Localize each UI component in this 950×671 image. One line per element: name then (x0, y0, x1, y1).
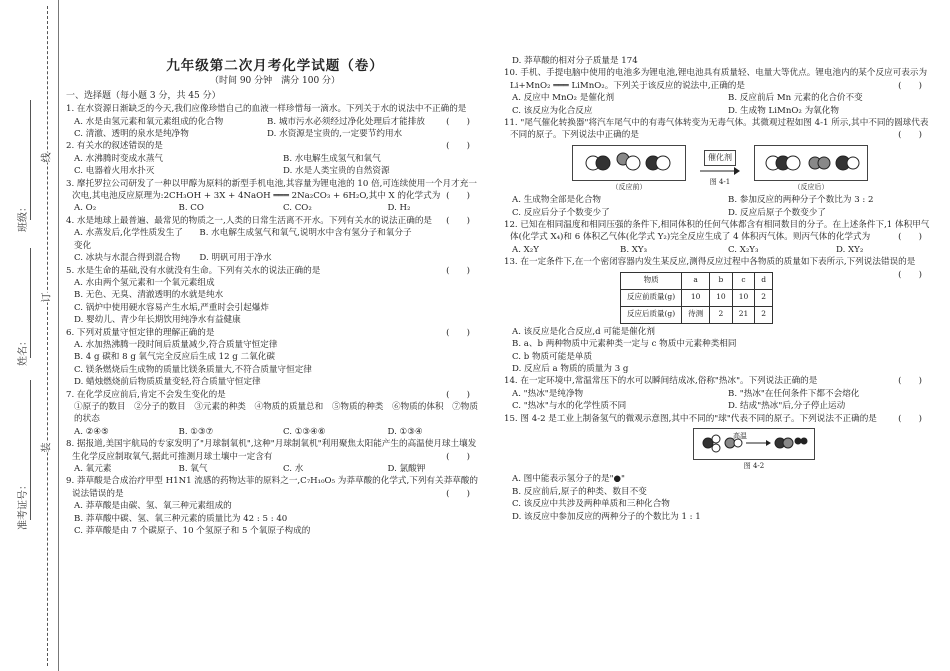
option-d[interactable]: D. 蜡烛燃烧前后物质质量变轻,符合质量守恒定律 (74, 377, 261, 388)
option-c[interactable]: C. 清澈、透明的泉水是纯净物 (74, 129, 189, 140)
option-c[interactable]: C. 水 (283, 464, 304, 474)
option-b[interactable]: B. 水电解生成氢气和氧气,说明水中含有氢分子和氧分子 (199, 228, 412, 239)
option-d[interactable]: D. XY₂ (836, 244, 864, 255)
table-row (621, 306, 773, 323)
molecule-diagram-after (761, 149, 861, 177)
arrow-icon (700, 166, 740, 176)
before-reaction-box (572, 145, 686, 181)
option-d[interactable]: D. 该反应中参加反应的两种分子的个数比为 1 : 1 (512, 511, 701, 522)
option-a[interactable]: A. 水由两个氢元素和一个氧元素组成 (74, 277, 215, 288)
after-reaction-box (754, 145, 868, 181)
option-a[interactable]: A. O₂ (74, 203, 97, 214)
option-d[interactable]: D. 莽草酸的相对分子质量是 174 (512, 56, 638, 66)
table-cell: 反应后质量(g) (621, 306, 682, 323)
option-b[interactable]: B. 氧气 (178, 464, 208, 474)
figure-caption-4-1: 图 4-1 (709, 178, 731, 187)
table-header-row (621, 272, 773, 289)
name-blank[interactable] (30, 248, 31, 358)
question-10: 10. 手机、手提电脑中使用的电池多为锂电池,锂电池具有质量轻、电量大等优点。锂电池内的某个反应可表示为 Li+MnO₂ ═══ LiMnO₂。下列关于该反应的说法中,正确的是 ( ) A. 反应中 MnO₂ 是催化剂 B. 反应前后 Mn 元素的化合价不变 C. 该反应为化合反应 D. 生成物 LiMnO₂ 为氧化物 (504, 67, 936, 117)
option-a[interactable]: A. 图中能表示氢分子的是"●" (512, 474, 626, 485)
option-a[interactable]: A. 生成物全部是化合物 (512, 195, 602, 206)
table-cell: 10 (710, 289, 733, 306)
question-14: 14. 在一定环境中,常温常压下的水可以瞬间结成冰,俗称"热冰"。下列说法正确的是 ( ) A. "热冰"是纯净物 B. "热冰"在任何条件下都不会熔化 C. "热冰"与水的化学性质不同 D. 结成"热冰"后,分子停止运动 (504, 375, 936, 412)
option-d[interactable]: D. 婴幼儿、青少年长期饮用纯净水有益健康 (74, 315, 241, 326)
table-cell: d (755, 272, 773, 289)
section-heading: 一、选择题（每小题 3 分，共 45 分） (66, 90, 221, 101)
answer-paren[interactable]: ( ) (446, 327, 470, 338)
option-b[interactable]: B. 城市污水必须经过净化处理后才能排放 (267, 116, 425, 127)
option-b[interactable]: B. CO (178, 203, 204, 214)
exam-title: 九年级第二次月考化学试题（卷） (166, 58, 384, 74)
option-b[interactable]: B. 反应前后 Mn 元素的化合价不变 (728, 93, 863, 104)
answer-paren[interactable]: ( ) (446, 116, 470, 127)
option-b[interactable]: B. XY₃ (620, 244, 648, 255)
question-6: 6. 下列对质量守恒定律的理解正确的是 ( ) A. 水加热沸腾一段时间后质量减少,符合质量守恒定律 B. 4 g 碳和 8 g 氧气完全反应后生成 12 g 二氧化碳 C. 镁条燃烧后生成物的质量比镁条质量大,不符合质量守恒定律 D. 蜡烛燃烧前后物质质量变轻,符合质量守恒定律 (66, 327, 484, 389)
option-d[interactable]: D. H₂ (387, 203, 411, 214)
option-c[interactable]: C. ①③④⑥ (283, 426, 326, 437)
option-b[interactable]: B. "热冰"在任何条件下都不会熔化 (728, 388, 860, 399)
reaction-box (693, 428, 815, 460)
question-7: 7. 在化学反应前后,肯定不会发生变化的是 ( ) ①原子的数目 ②分子的数目 ③元素的种类 ④物质的质量总和 ⑤物质的种类 ⑥物质的体积 ⑦物质的状态 A. ②④⑤ B. ①③⑦ C. ①③④⑥ D. ①③④ (66, 389, 484, 439)
option-c[interactable]: C. 电器着火用水扑灭 (74, 166, 155, 177)
option-d[interactable]: D. 反应后原子个数变少了 (728, 207, 826, 218)
left-column (66, 60, 484, 537)
answer-paren[interactable]: ( ) (446, 191, 470, 202)
answer-paren[interactable]: ( ) (898, 130, 922, 141)
option-d[interactable]: D. 水是人类宝贵的自然资源 (283, 166, 390, 177)
option-b[interactable]: B. 水电解生成氢气和氧气 (283, 153, 381, 164)
answer-paren[interactable]: ( ) (898, 413, 922, 424)
question-3: 3. 摩托罗拉公司研发了一种以甲醇为原料的新型手机电池,其容量为锂电池的 10 倍,可连续使用一个月才充一次电,其电池反应原理为:2CH₃OH + 3X + 4NaOH ═══ 2Na₂CO₃ + 6H₂O,其中 X 的化学式为 ( ) A. O₂ B. CO C. CO₂ D. H₂ (66, 178, 484, 215)
molecule-diagram-before (579, 149, 679, 177)
figure-4-1 (504, 145, 936, 193)
option-c[interactable]: C. 该反应中共涉及两种单质和三种化合物 (512, 499, 670, 510)
answer-paren[interactable]: ( ) (446, 451, 470, 462)
answer-paren[interactable]: ( ) (446, 215, 470, 226)
name-label: 姓名： (18, 336, 29, 366)
question-11: 11. "尾气催化转换器"将汽车尾气中的有毒气体转变为无毒气体。其微观过程如图 4-1 所示,其中不同的圆球代表不同的原子。下列说法中正确的是 ( ) （反应前） 催化剂 图 4-1 （反应后） A. 生成物全部是化合物 B. 参加反应的两种分子个数比为 3 : 2 C. 反应后分子个数变少了 D. 反应后原子个数变少了 (504, 117, 936, 219)
table-cell: a (682, 272, 710, 289)
option-c[interactable]: C. 镁条燃烧后生成物的质量比镁条质量大,不符合质量守恒定律 (74, 364, 312, 375)
figure-caption-4-2: 图 4-2 (743, 461, 765, 470)
molecule-diagram-reaction (698, 431, 810, 457)
option-c[interactable]: C. 冰块与水混合得到混合物 (74, 253, 181, 264)
option-b[interactable]: B. a、b 两种物质中元素种类一定与 c 物质中元素种类相同 (512, 339, 737, 350)
option-a[interactable]: A. 莽草酸是由碳、氢、氧三种元素组成的 (74, 501, 232, 512)
option-c[interactable]: C. X₂Y₃ (728, 244, 759, 255)
option-d[interactable]: D. 水资源是宝贵的,一定要节约用水 (267, 129, 403, 140)
answer-paren[interactable]: ( ) (446, 389, 470, 400)
cut-word-bind: 装 (38, 443, 53, 453)
table-cell: 10 (732, 289, 755, 306)
option-c[interactable]: C. 反应后分子个数变少了 (512, 207, 610, 218)
option-c[interactable]: C. 锅炉中使用硬水容易产生水垢,严重时会引起爆炸 (74, 302, 269, 313)
before-label: （反应前） (611, 182, 647, 191)
question-5: 5. 水是生命的基础,没有水就没有生命。下列有关水的说法正确的是 ( ) A. 水由两个氢元素和一个氧元素组成 B. 无色、无臭、清澈透明的水就是纯水 C. 锅炉中使用硬水容易产生水垢,严重时会引起爆炸 D. 婴幼儿、青少年长期饮用纯净水有益健康 (66, 265, 484, 327)
option-c[interactable]: C. CO₂ (283, 203, 312, 214)
table-row (621, 289, 773, 306)
table-cell: c (732, 272, 755, 289)
option-d[interactable]: D. ①③④ (387, 426, 423, 437)
option-d[interactable]: D. 明矾可用于净水 (199, 253, 272, 264)
option-d[interactable]: D. 生成物 LiMnO₂ 为氧化物 (728, 105, 839, 116)
table-cell: 反应前质量(g) (621, 289, 682, 306)
answer-paren[interactable]: ( ) (898, 232, 922, 243)
option-b[interactable]: B. ①③⑦ (178, 426, 214, 437)
table-cell: 物质 (621, 272, 682, 289)
option-a[interactable]: A. 反应中 MnO₂ 是催化剂 (512, 93, 615, 104)
cut-word-staple: 订 (38, 293, 53, 303)
option-a[interactable]: A. 氧元素 (74, 464, 112, 474)
class-blank[interactable] (30, 100, 31, 220)
cut-line (47, 6, 48, 666)
question-12: 12. 已知在相同温度和相同压强的条件下,相同体积的任何气体都含有相同数目的分子。在上述条件下,1 体积甲气体(化学式 X₄)和 6 体积乙气体(化学式 Y₂)完全反应生成了 4 体积丙气体。则丙气体的化学式为 ( ) A. X₂Y B. XY₃ C. X₂Y₃ D. XY₂ (504, 219, 936, 256)
table-cell: 2 (755, 306, 773, 323)
statement-list: ①原子的数目 ②分子的数目 ③元素的种类 ④物质的质量总和 ⑤物质的种类 ⑥物质的体积 ⑦物质的状态 (74, 401, 478, 425)
mass-table (620, 272, 773, 324)
answer-paren[interactable]: ( ) (446, 265, 470, 276)
question-8: 8. 据报道,美国宇航局的专家发明了"月球制氧机",这种"月球制氧机"利用聚焦太阳能产生的高温使月球土壤发生化学反应制取氧气,据此可推测月球土壤中一定含有 ( ) A. 氧元素 B. 氧气 C. 水 D. 氯酸钾 (66, 438, 484, 475)
option-c[interactable]: C. b 物质可能是单质 (512, 351, 593, 362)
option-d[interactable]: D. 结成"热冰"后,分子停止运动 (728, 401, 846, 412)
option-a[interactable]: A. 水是由氢元素和氧元素组成的化合物 (74, 116, 224, 127)
cut-word-line: 线 (38, 153, 53, 163)
after-label: （反应后） (793, 182, 829, 191)
option-a[interactable]: A. 水加热沸腾一段时间后质量减少,符合质量守恒定律 (74, 339, 278, 350)
option-d[interactable]: D. 反应后 a 物质的质量为 3 g (512, 363, 629, 374)
table-cell: 10 (682, 289, 710, 306)
option-a[interactable]: A. 水沸腾时变成水蒸气 (74, 153, 164, 164)
option-c[interactable]: C. "热冰"与水的化学性质不同 (512, 401, 627, 412)
option-a[interactable]: A. ②④⑤ (74, 426, 109, 437)
high-temp-label: 高温 (733, 431, 747, 440)
class-label: 班级： (18, 202, 29, 232)
exam-id-label: 准考证号： (18, 480, 29, 530)
option-d[interactable]: D. 氯酸钾 (387, 464, 426, 474)
question-15: 15. 图 4-2 是工业上制备氢气的微观示意图,其中不同的"球"代表不同的原子。下列说法不正确的是 ( ) 图 4-2 高温 A. 图中能表示氢分子的是"●" B. 反应前后,原子的种类、数目不变 C. 该反应中共涉及两种单质和三种化合物 D. 该反应中参加反应的两种分子的个数比为 1 : 1 (504, 413, 936, 523)
answer-paren[interactable]: ( ) (898, 80, 922, 91)
answer-paren[interactable]: ( ) (898, 269, 922, 280)
answer-paren[interactable]: ( ) (446, 488, 470, 499)
option-a[interactable]: A. 水蒸发后,化学性质发生了变化 (74, 228, 183, 251)
option-b[interactable]: B. 莽草酸中碳、氢、氧三种元素的质量比为 42 : 5 : 40 (74, 513, 288, 524)
question-9: 9. 莽草酸是合成治疗甲型 H1N1 流感的药物达菲的原料之一,C₇H₁₀O₅ 为莽草酸的化学式,下列有关莽草酸的说法错误的是 ( ) A. 莽草酸是由碳、氢、氧三种元素组成的 B. 莽草酸中碳、氢、氧三种元素的质量比为 42 : 5 : 40 C. 莽草酸是由 7 个碳原子、10 个氢原子和 5 个氧原子构成的 (66, 475, 484, 537)
table-cell: b (710, 272, 733, 289)
catalyst-label: 催化剂 (704, 150, 736, 166)
figure-4-2 (504, 428, 936, 472)
option-b[interactable]: B. 参加反应的两种分子个数比为 3 : 2 (728, 195, 874, 206)
question-1: 1. 在水资源日渐缺乏的今天,我们应像珍惜自己的血液一样珍惜每一滴水。下列关于水的说法中不正确的是 ( ) A. 水是由氢元素和氧元素组成的化合物 B. 城市污水必须经过净化处理后才能排放 C. 清澈、透明的泉水是纯净物 D. 水资源是宝贵的,一定要节约用水 (66, 103, 484, 140)
question-2: 2. 有关水的叙述错误的是 ( ) A. 水沸腾时变成水蒸气 B. 水电解生成氢气和氧气 C. 电器着火用水扑灭 D. 水是人类宝贵的自然资源 (66, 140, 484, 177)
option-b[interactable]: B. 反应前后,原子的种类、数目不变 (512, 486, 647, 497)
option-c[interactable]: C. 莽草酸是由 7 个碳原子、10 个氢原子和 5 个氧原子构成的 (74, 526, 311, 537)
option-b[interactable]: B. 4 g 碳和 8 g 氧气完全反应后生成 12 g 二氧化碳 (74, 352, 275, 363)
right-column (504, 55, 936, 523)
table-cell: 2 (755, 289, 773, 306)
table-cell: 待测 (682, 306, 710, 323)
option-a[interactable]: A. X₂Y (512, 244, 539, 255)
answer-paren[interactable]: ( ) (446, 141, 470, 152)
option-c[interactable]: C. 该反应为化合反应 (512, 105, 593, 116)
question-4: 4. 水是地球上最普遍、最常见的物质之一,人类的日常生活离不开水。下列有关水的说法正确的是 ( ) A. 水蒸发后,化学性质发生了变化 B. 水电解生成氢气和氧气,说明水中含有氢分子和氧分子 C. 冰块与水混合得到混合物 D. 明矾可用于净水 (66, 215, 484, 265)
option-a[interactable]: A. 该反应是化合反应,d 可能是催化剂 (512, 326, 655, 337)
exam-subtitle: （时间 90 分钟 满分 100 分） (209, 76, 341, 87)
table-cell: 21 (732, 306, 755, 323)
exam-id-blank[interactable] (30, 380, 31, 520)
option-a[interactable]: A. "热冰"是纯净物 (512, 388, 584, 399)
binding-margin (0, 0, 59, 671)
table-cell: 2 (710, 306, 733, 323)
question-13: 13. 在一定条件下,在一个密闭容器内发生某反应,测得反应过程中各物质的质量如下表所示,下列说法错误的是 ( ) 物质 a b c d 反应前质量(g) 10 10 10 2 反应后质量(g) 待测 2 21 2 A. 该反应是化合反应,d 可能是催化剂 B. a、b 两种物质中元素种类一定与 c 物质中元素种类相同 C. b 物质可能是单质 D. 反应后 a 物质的质量为 3 g (504, 256, 936, 375)
answer-paren[interactable]: ( ) (898, 376, 922, 387)
option-b[interactable]: B. 无色、无臭、清澈透明的水就是纯水 (74, 290, 224, 301)
